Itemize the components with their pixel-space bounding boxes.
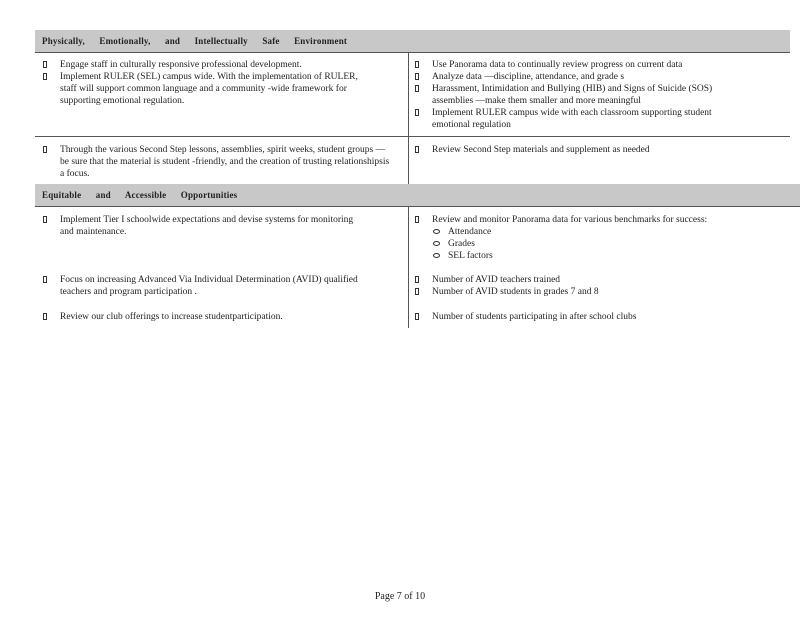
strategies-list (42, 144, 390, 180)
list-item (414, 144, 744, 156)
list-item (432, 226, 759, 238)
strategies-list (42, 214, 362, 238)
sub-list (432, 226, 759, 262)
list-item (414, 71, 744, 83)
bullet-box-icon (415, 73, 419, 80)
strategies-list (42, 311, 382, 323)
list-item (42, 274, 372, 298)
sub-measure-text: Grades (448, 239, 475, 249)
bullet-box-icon (43, 313, 47, 320)
strategies-list (42, 274, 372, 298)
column-divider (408, 206, 409, 328)
section-header-equitable-opportunities: Equitable and Accessible Opportunities (35, 184, 800, 206)
measure-text: Number of AVID teachers trained (432, 275, 561, 285)
measure-text: Review and monitor Panorama data for various benchmarks for success: (432, 215, 708, 225)
list-item (42, 214, 362, 238)
circle-bullet-icon (433, 229, 440, 234)
measures-list (414, 311, 754, 323)
bullet-box-icon (415, 146, 419, 153)
strategy-text: Engage staff in culturally responsive professional development. (60, 60, 302, 70)
measures-list (414, 214, 759, 262)
list-item (432, 238, 759, 250)
list-item (42, 71, 372, 107)
list-item (414, 311, 754, 323)
strategy-text: Focus on increasing Advanced Via Individual Determination (AVID) qualified teachers and program participation . (60, 275, 358, 297)
measure-text: Number of AVID students in grades 7 and 8 (432, 287, 599, 297)
bullet-box-icon (415, 61, 419, 68)
bullet-box-icon (43, 146, 47, 153)
table-rule (35, 52, 790, 53)
table-rule (35, 206, 800, 207)
list-item (414, 286, 744, 298)
sub-measure-text: Attendance (448, 227, 492, 237)
measure-text: Harassment, Intimidation and Bullying (HIB) and Signs of Suicide (SOS) assemblies —make them smaller and more meaningful (432, 84, 713, 106)
circle-bullet-icon (433, 253, 440, 258)
strategy-text: Review our club offerings to increase studentparticipation. (60, 312, 283, 322)
bullet-box-icon (43, 73, 47, 80)
strategies-list (42, 59, 372, 107)
bullet-box-icon (415, 109, 419, 116)
measure-text: Number of students participating in after school clubs (432, 312, 637, 322)
measure-text: Analyze data —discipline, attendance, and grade s (432, 72, 625, 82)
list-item (414, 214, 759, 262)
bullet-box-icon (43, 216, 47, 223)
table-rule (35, 136, 790, 137)
measure-text: Implement RULER campus wide with each classroom supporting student emotional regulation (432, 108, 712, 130)
circle-bullet-icon (433, 241, 440, 246)
bullet-box-icon (415, 85, 419, 92)
measures-list (414, 144, 744, 156)
strategy-text: Implement RULER (SEL) campus wide. With the implementation of RULER, staff will support common language and a community -wide framework for supporting emotional regulation. (60, 72, 358, 106)
list-item (42, 311, 382, 323)
bullet-box-icon (43, 276, 47, 283)
list-item (414, 83, 744, 107)
list-item (414, 59, 744, 71)
sub-measure-text: SEL factors (448, 251, 493, 261)
measures-list (414, 59, 744, 131)
bullet-box-icon (415, 276, 419, 283)
bullet-box-icon (415, 288, 419, 295)
measure-text: Review Second Step materials and supplement as needed (432, 145, 650, 155)
page-number: Page 7 of 10 (374, 591, 426, 602)
strategy-text: Implement Tier I schoolwide expectations and devise systems for monitoring and maintenance. (60, 215, 354, 237)
measures-list (414, 274, 744, 298)
list-item (414, 274, 744, 286)
list-item (432, 250, 759, 262)
column-divider (408, 52, 409, 184)
list-item (414, 107, 744, 131)
list-item (42, 59, 372, 71)
bullet-box-icon (415, 313, 419, 320)
bullet-box-icon (415, 216, 419, 223)
measure-text: Use Panorama data to continually review progress on current data (432, 60, 683, 70)
strategy-text: Through the various Second Step lessons, assemblies, spirit weeks, student groups —be sure that the material is student -friendly, and the creation of trusting relationshipsis a focus. (60, 145, 390, 179)
bullet-box-icon (43, 61, 47, 68)
section-header-safe-environment: Physically, Emotionally, and Intellectually Safe Environment (35, 30, 790, 52)
list-item (42, 144, 390, 180)
